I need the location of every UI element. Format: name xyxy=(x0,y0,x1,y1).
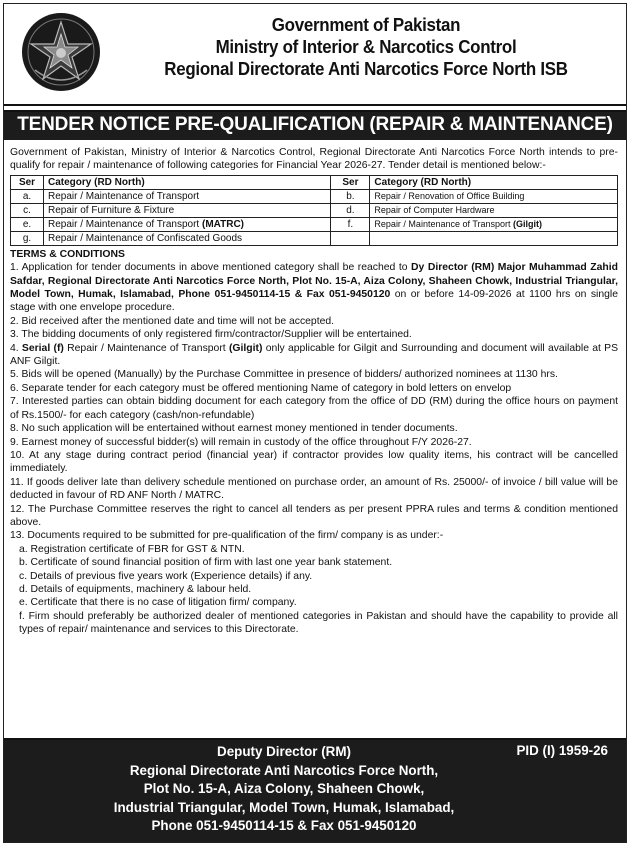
term-item: 13. Documents required to be submitted for pre-qualification of the firm/ company is as under:- xyxy=(10,530,444,542)
table-row xyxy=(11,231,618,245)
footer-line: Industrial Triangular, Model Town, Humak, Islamabad, xyxy=(113,799,455,815)
anf-star-emblem-icon xyxy=(21,12,101,92)
term-item: 7. Interested parties can obtain bidding document for each category from the office of DD (RM) during the office hours on payment of Rs.1500/- for each category (cash/non-refundable) xyxy=(10,396,618,421)
term-item xyxy=(10,342,618,369)
table-header-row xyxy=(11,175,618,189)
category-tag: (Gilgit) xyxy=(513,218,543,229)
category-tag: (MATRC) xyxy=(201,218,245,230)
category-table xyxy=(10,175,618,246)
notice-title: TENDER NOTICE PRE-QUALIFICATION (REPAIR & MAINTENANCE) xyxy=(4,106,626,140)
category-name: Repair / Maintenance of Transport xyxy=(48,218,200,230)
term-item: 5. Bids will be opened (Manually) by the Purchase Committee in presence of bidders/ authorized nominees at 1130 hrs. xyxy=(10,369,558,381)
contact-footer xyxy=(4,735,626,842)
footer-address xyxy=(94,743,474,836)
table-header: Ser xyxy=(331,175,370,189)
table-header: Ser xyxy=(11,175,44,189)
table-cell: Repair / Maintenance of Transport xyxy=(44,189,331,203)
term-text: 4. xyxy=(10,342,22,354)
header-line-3: Regional Directorate Anti Narcotics Force North ISB xyxy=(164,59,568,79)
term-bold-text: Dy Director (RM) Major Muhammad Zahid Safdar, Regional Directorate Anti Narcotics Force North, Plot No. 15-A, Aiza Colony, Shaheen Chowk, Industrial Triangular, Model Town, Humak, Islamabad, Phone 051-9450114-15 & Fax 051-9450120 xyxy=(10,262,618,301)
term-text: only applicable for Gilgit and Surrounding and document will available at PS ANF Gilgit. xyxy=(10,342,619,368)
term-item xyxy=(10,261,618,315)
term-text: Repair / Maintenance of Transport xyxy=(63,342,229,354)
table-cell: b. xyxy=(331,189,370,203)
term-text: on or before 14-09-2026 at 1100 hrs on single stage with one envelope procedure. xyxy=(10,289,618,314)
term-bold-text: (Gilgit) xyxy=(228,342,263,354)
header-line-1: Government of Pakistan xyxy=(271,15,461,35)
footer-line: Phone 051-9450114-15 & Fax 051-9450120 xyxy=(151,818,417,833)
notice-header xyxy=(4,4,626,106)
table-header: Category (RD North) xyxy=(370,175,618,189)
term-bold-text: Serial (f) xyxy=(21,342,64,354)
term-item: 8. No such application will be entertained without earnest money mentioned in tender documents. xyxy=(10,423,458,435)
term-subitem: d. Details of equipments, machinery & labour held. xyxy=(19,583,252,595)
table-row xyxy=(11,203,618,217)
term-item: 12. The Purchase Committee reserves the right to cancel all tenders as per present PPRA rules and terms & condition mentioned above. xyxy=(10,503,618,528)
table-cell xyxy=(370,217,618,231)
intro-paragraph: Government of Pakistan, Ministry of Interior & Narcotics Control, Regional Directorate Anti Narcotics Force North intends to pre-qualify for repair / maintenance of following categories for Financial Year 2026-27. Tender detail is mentioned below:- xyxy=(10,147,618,172)
table-header: Category (RD North) xyxy=(44,175,331,189)
terms-list xyxy=(10,261,618,636)
header-text xyxy=(112,14,620,80)
category-name: Repair / Maintenance of Transport xyxy=(374,218,511,229)
term-subitem: b. Certificate of sound financial position of firm with last one year bank statement. xyxy=(19,557,393,569)
table-row xyxy=(11,189,618,203)
term-subitem: e. Certificate that there is no case of litigation firm/ company. xyxy=(19,597,297,609)
tender-notice xyxy=(3,3,627,843)
table-cell: g. xyxy=(11,231,44,245)
notice-body xyxy=(4,140,626,637)
term-item: 2. Bid received after the mentioned date and time will not be accepted. xyxy=(10,315,335,327)
term-item: 6. Separate tender for each category must be offered mentioning Name of category in bold letters on envelop xyxy=(10,382,512,394)
table-cell xyxy=(370,231,618,245)
pid-number: PID (I) 1959-26 xyxy=(516,743,608,758)
table-cell: f. xyxy=(331,217,370,231)
table-cell: a. xyxy=(11,189,44,203)
table-cell: Repair / Renovation of Office Building xyxy=(370,189,618,203)
footer-line: Regional Directorate Anti Narcotics Force North, xyxy=(129,762,439,778)
table-cell xyxy=(44,217,331,231)
table-cell: Repair / Maintenance of Confiscated Goods xyxy=(44,231,331,245)
term-item: 11. If goods deliver late than delivery schedule mentioned on purchase order, an amount of Rs. 25000/- of invoice / bill value will be deducted in favour of RD ANF North / MATRC. xyxy=(10,476,618,502)
term-subitem: c. Details of previous five years work (Experience details) if any. xyxy=(19,570,313,582)
table-cell: d. xyxy=(331,203,370,217)
footer-line: Deputy Director (RM) xyxy=(217,744,351,759)
table-cell xyxy=(331,231,370,245)
footer-line: Plot No. 15-A, Aiza Colony, Shaheen Chowk, xyxy=(143,781,425,796)
table-cell: Repair of Furniture & Fixture xyxy=(44,203,331,217)
header-line-2: Ministry of Interior & Narcotics Control xyxy=(215,37,517,57)
term-item: 10. At any stage during contract period (financial year) if contractor provides low quality items, his contract will be cancelled immediately. xyxy=(10,449,618,475)
term-subitem: f. Firm should preferably be authorized dealer of mentioned categories in Pakistan and should have the capability to provide all types of repair/ maintenance and services to this Directorate. xyxy=(19,610,618,636)
term-text: 1. Application for tender documents in above mentioned category shall be reached to xyxy=(10,262,412,274)
table-cell: c. xyxy=(11,203,44,217)
table-row xyxy=(11,217,618,231)
table-cell: Repair of Computer Hardware xyxy=(370,203,618,217)
term-subitem: a. Registration certificate of FBR for GST & NTN. xyxy=(19,543,245,555)
term-item: 9. Earnest money of successful bidder(s) will remain in custody of the office throughout F/Y 2026-27. xyxy=(10,436,472,448)
table-cell: e. xyxy=(11,217,44,231)
terms-heading: TERMS & CONDITIONS xyxy=(10,248,125,260)
term-item: 3. The bidding documents of only registered firm/contractor/Supplier will be entertained. xyxy=(10,329,412,341)
